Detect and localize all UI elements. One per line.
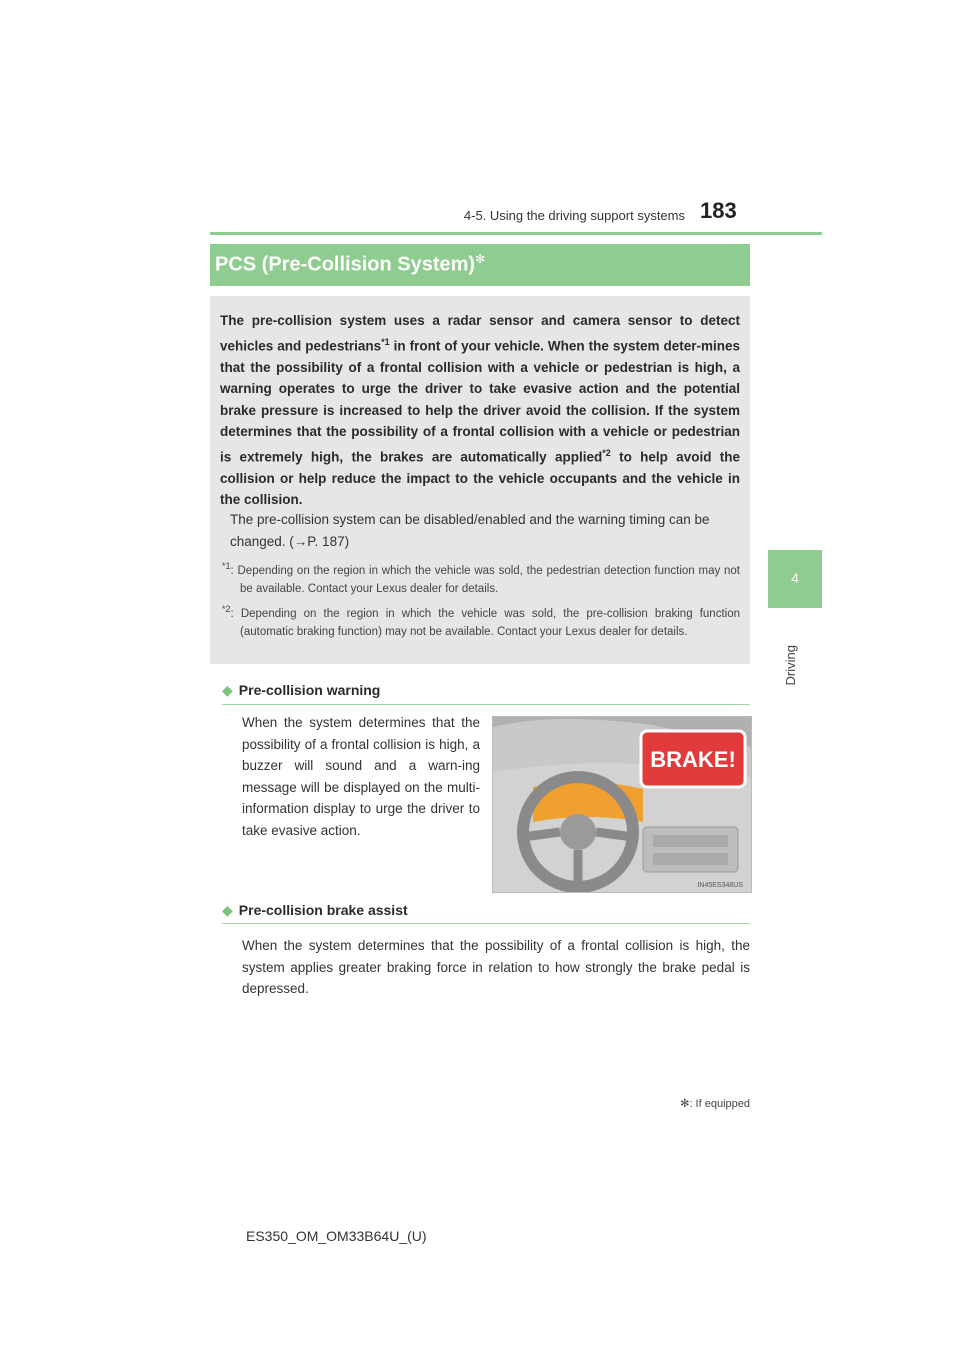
intro-paragraph bbox=[220, 310, 740, 511]
assist-divider bbox=[222, 923, 750, 924]
footnote-2-text: : Depending on the region in which the vehicle was sold, the pre-collision braking function (automatic braking function) may not be available. Contact your Lexus dealer for details. bbox=[230, 607, 740, 638]
chapter-number: 4 bbox=[791, 570, 799, 586]
warning-heading-text: Pre-collision warning bbox=[238, 682, 381, 698]
intro-text-3: in front of your vehicle. When the system deter-mines that the possibility of a frontal collision with a vehicle or pedestrian is high, a warning operates to urge the driver to take evasive action and the potential brake pressure is increased to help the driver avoid the collision. If the system determines that the possibility of a frontal collision with a vehicle or pedestrian is extremely high, the brakes are automatically applied bbox=[220, 338, 740, 464]
equipped-note-text: : If equipped bbox=[689, 1098, 750, 1110]
footnote-ref-2: *2 bbox=[602, 447, 611, 458]
dashboard-drawing bbox=[493, 717, 751, 892]
chapter-label: Driving bbox=[783, 645, 798, 686]
equipped-marker-icon: ✻ bbox=[475, 252, 486, 266]
footnote-ref-1: *1 bbox=[381, 336, 390, 347]
equipped-note bbox=[600, 1097, 750, 1110]
intro-text-2: vehicles and pedestrians bbox=[220, 338, 382, 353]
assist-body: When the system determines that the possibility of a frontal collision is high, the system applies greater braking force in relation to how strongly the brake pedal is depressed. bbox=[242, 938, 750, 996]
intro-text-1: The pre-collision system uses a radar sensor and camera sensor to detect bbox=[220, 313, 740, 328]
page-title bbox=[215, 252, 485, 277]
illustration-code: IN45ES348US bbox=[697, 882, 743, 889]
warning-heading bbox=[222, 682, 380, 699]
page-number: 183 bbox=[700, 198, 737, 223]
warning-divider bbox=[222, 704, 750, 705]
footnote-1 bbox=[222, 557, 740, 598]
section-header: 4-5. Using the driving support systems bbox=[463, 208, 685, 223]
assist-heading bbox=[222, 902, 408, 919]
brake-warning-label: BRAKE! bbox=[650, 747, 736, 772]
settings-note: The pre-collision system can be disabled/enabled and the warning timing can be changed. (→P. 187) bbox=[230, 512, 710, 549]
intro-text-4: to help avoid the collision or help reduce the impact to the vehicle occupants and the vehicle in the collision. bbox=[220, 449, 740, 507]
model-code: ES350_OM_OM33B64U_(U) bbox=[246, 1228, 427, 1244]
dashboard-illustration bbox=[492, 716, 752, 893]
footnote-2 bbox=[222, 600, 740, 641]
equipped-note-icon: ✻ bbox=[680, 1098, 690, 1110]
header-divider bbox=[210, 232, 822, 235]
page-title-text: PCS (Pre-Collision System) bbox=[215, 253, 476, 276]
footnote-2-mark: *2 bbox=[222, 604, 231, 614]
assist-heading-text: Pre-collision brake assist bbox=[238, 902, 408, 918]
diamond-icon: ◆ bbox=[222, 902, 233, 918]
footnote-1-text: : Depending on the region in which the vehicle was sold, the pedestrian detection function may not be available. Contact your Lexus dealer for details. bbox=[230, 564, 740, 595]
warning-body: When the system determines that the possibility of a frontal collision is high, a buzzer will sound and a warn-ing message will be displayed on the multi-information display to urge the driver to take evasive action. bbox=[242, 715, 480, 838]
footnote-1-mark: *1 bbox=[222, 561, 231, 571]
diamond-icon: ◆ bbox=[222, 682, 233, 698]
